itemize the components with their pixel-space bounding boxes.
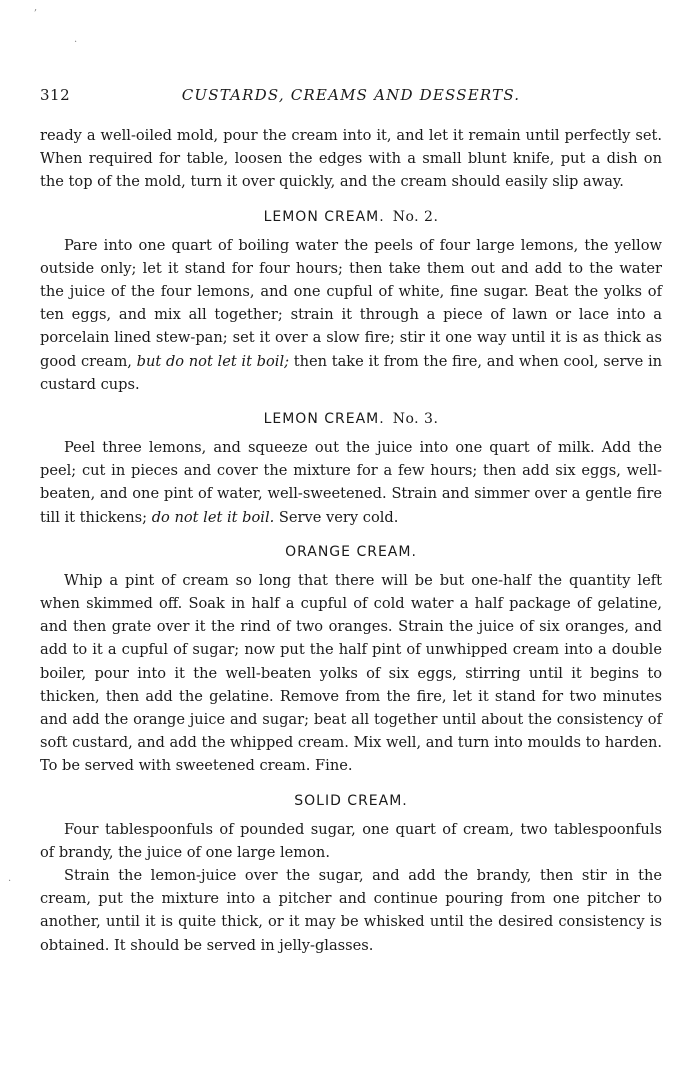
paragraph-text: Pare into one quart of boiling water the peels of four large lemons, the yellow outside only; let it stand for four hours; then take them out and add to the water the juice of the four lemons, and one cupful of white, fine sugar. Beat the yolks of ten eggs, and mix all together; strain it through a piece of lawn or lace into a porcelain lined stew-pan; set it over a slow fire; stir it one way until it is as thick as good cream, [40,236,662,370]
paragraph-text: Serve very cold. [274,508,399,526]
scan-mark: . [74,34,78,45]
recipe-title-solid-cream [40,790,662,812]
recipe-number: No. 2. [392,208,439,225]
recipe-ingredients-paragraph: Four tablespoonfuls of pounded sugar, one quart of cream, two tablespoonfuls of brandy, the juice of one large lemon. [40,820,662,861]
continuation-paragraph: ready a well-oiled mold, pour the cream into it, and let it remain until perfectly set. When required for table, loosen the edges with a small blunt knife, put a dish on the top of the mold, turn it over quickly, and the cream should easily slip away. [40,127,662,191]
recipe-paragraph [40,436,662,529]
recipe-number: No. 3. [392,411,439,428]
recipe-paragraph [40,234,662,396]
page-body [40,124,662,957]
paragraph-italic-text: but do not let it boil; [136,352,290,370]
recipe-title-text: LEMON CREAM. [263,411,385,428]
recipe-title-lemon-cream-3 [40,408,662,430]
paragraph-text: then take it from the fire, and when cool, serve in custard cups. [40,352,663,393]
recipe-paragraph: Strain the lemon-juice over the sugar, and add the brandy, then stir in the cream, put the mixture into a pitcher and continue pouring from one pitcher to another, until it is quite thick, or it may be whisked until the desired consistency is obtained. It should be served in jelly-glasses. [40,867,662,954]
scan-mark: · [8,876,12,887]
running-head: CUSTARDS, CREAMS AND DESSERTS. [181,86,521,104]
recipe-title-orange-cream [40,541,662,563]
scan-mark: , [34,2,38,13]
recipe-title-text: SOLID CREAM. [294,792,408,809]
page-number: 312 [40,86,71,104]
paragraph-text: Peel three lemons, and squeeze out the juice into one quart of milk. Add the peel; cut in pieces and cover the mixture for a few hours; then add six eggs, well-beaten, and one pint of water, well-sweetened. Strain and simmer over a gentle fire till it thickens; [40,439,662,526]
recipe-title-text: LEMON CREAM. [263,208,385,225]
recipe-paragraph: Whip a pint of cream so long that there will be but one-half the quantity left when skimmed off. Soak in half a cupful of cold water a half package of gelatine, and then grate over it the rind of two oranges. Strain the juice of six oranges, and add to it a cupful of sugar; now put the half pint of unwhipped cream into a double boiler, pour into it the well-beaten yolks of six eggs, stirring until it begins to thicken, then add the gelatine. Remove from the fire, let it stand for two minutes and add the orange juice and sugar; beat all together until about the consistency of soft custard, and add the whipped cream. Mix well, and turn into moulds to harden. To be served with sweetened cream. Fine. [40,571,662,775]
recipe-title-lemon-cream-2 [40,206,662,228]
page-header [40,86,662,112]
paragraph-italic-text: do not let it boil. [151,508,275,526]
recipe-title-text: ORANGE CREAM. [285,543,417,560]
